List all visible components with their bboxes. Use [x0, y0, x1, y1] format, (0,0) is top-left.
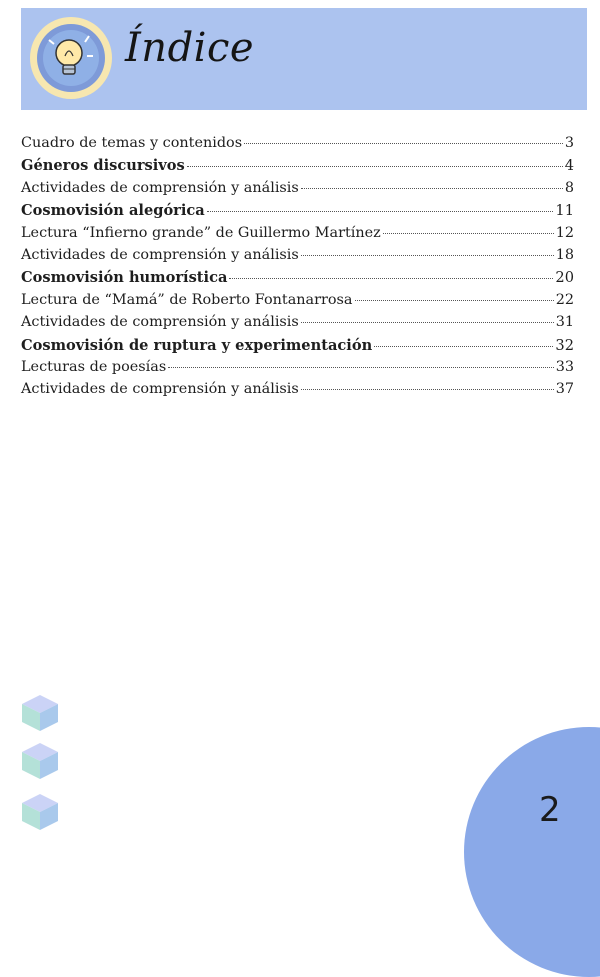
toc-entry-page: 33	[555, 358, 574, 375]
dot-leader	[301, 255, 554, 256]
toc-entry-page: 22	[555, 291, 574, 308]
toc-entry	[21, 225, 574, 247]
toc-entry-page: 11	[555, 202, 574, 220]
cube-icon	[20, 792, 60, 832]
toc-entry	[21, 359, 574, 381]
page-number: 2	[539, 790, 561, 830]
toc-entry-label: Actividades de comprensión y análisis	[21, 246, 299, 263]
page-title: Índice	[125, 25, 255, 71]
cube-icon	[20, 693, 60, 733]
cube-icon	[20, 741, 60, 781]
toc-entry-page: 20	[555, 269, 574, 287]
toc-entry	[21, 337, 574, 359]
dot-leader	[383, 233, 554, 234]
lightbulb-icon	[29, 16, 113, 100]
toc-entry-label: Actividades de comprensión y análisis	[21, 314, 299, 331]
dot-leader	[355, 300, 554, 301]
toc-entry-label: Cosmovisión de ruptura y experimentación	[21, 336, 373, 354]
toc-entry-page: 31	[555, 314, 574, 331]
toc-entry-page: 12	[555, 224, 574, 241]
toc-entry	[21, 269, 574, 291]
header-banner	[21, 8, 587, 110]
toc-entry-label: Géneros discursivos	[21, 157, 185, 175]
toc-entry-label: Lecturas de poesías	[21, 358, 167, 375]
dot-leader	[301, 389, 554, 390]
dot-leader	[168, 367, 553, 368]
dot-leader	[229, 278, 553, 279]
dot-leader	[301, 188, 563, 189]
toc-entry	[21, 202, 574, 224]
dot-leader	[374, 346, 553, 347]
toc-entry	[21, 247, 574, 269]
table-of-contents	[21, 135, 574, 404]
toc-entry	[21, 180, 574, 202]
dot-leader	[301, 322, 554, 323]
toc-entry-page: 3	[564, 135, 574, 151]
corner-circle	[464, 727, 600, 977]
toc-entry	[21, 381, 574, 403]
toc-entry-label: Cosmovisión alegórica	[21, 202, 205, 220]
dot-leader	[207, 211, 554, 212]
toc-entry-page: 32	[555, 336, 574, 354]
toc-entry	[21, 135, 574, 157]
toc-entry-page: 37	[555, 381, 574, 398]
toc-entry-page: 8	[564, 179, 574, 196]
toc-entry-label: Cuadro de temas y contenidos	[21, 135, 243, 151]
toc-entry	[21, 157, 574, 179]
toc-entry-label: Actividades de comprensión y análisis	[21, 179, 299, 196]
toc-entry	[21, 292, 574, 314]
toc-entry-label: Cosmovisión humorística	[21, 269, 228, 287]
toc-entry-page: 18	[555, 246, 574, 263]
toc-entry-label: Actividades de comprensión y análisis	[21, 381, 299, 398]
toc-entry-label: Lectura “Infierno grande” de Guillermo Martínez	[21, 224, 381, 241]
toc-entry	[21, 314, 574, 336]
toc-entry-page: 4	[564, 157, 574, 175]
dot-leader	[187, 166, 563, 167]
dot-leader	[244, 143, 563, 144]
toc-entry-label: Lectura de “Mamá” de Roberto Fontanarrosa	[21, 291, 353, 308]
